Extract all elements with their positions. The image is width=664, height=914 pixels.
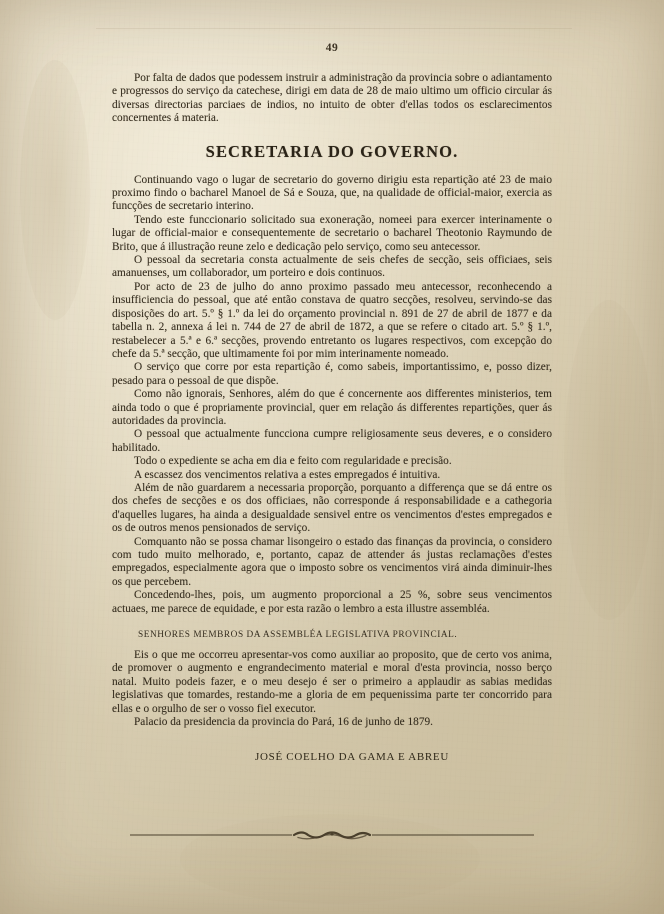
page-number: 49 <box>325 42 339 54</box>
paragraph: O serviço que corre por esta repartição é, como sabeis, importantissimo, e, posso dizer, pesado para o pessoal de que dispõe. <box>112 361 552 387</box>
paragraph: Tendo este funccionario solicitado sua exoneração, nomeei para exercer interinamente o lugar de official-maior e consequentemente de secretario o bacharel Theotonio Raymundo de Brito, que á illustração reune zelo e dedicação pelo serviço, como seu antecessor. <box>112 213 552 253</box>
place-and-date: Palacio da presidencia da provincia do Pará, 16 de junho de 1879. <box>134 716 434 729</box>
paragraph: Todo o expediente se acha em dia e feito com regularidade e precisão. <box>134 455 452 468</box>
section-heading: SECRETARIA DO GOVERNO. <box>205 141 459 161</box>
paragraph: Além de não guardarem a necessaria proporção, porquanto a differença que se dá entre os dos chefes de secções e os dos officiaes, não corresponde á responsabilidade e a cathegoria d'aquelles lugares, ha ainda a desigualdade sensivel entre os vencimentos d'estes empregados e os de outros menos pensionados de serviço. <box>112 481 552 535</box>
paragraph: O pessoal da secretaria consta actualmente de seis chefes de secção, seis officiaes, seis amanuenses, um collaborador, um porteiro e dois continuos. <box>112 254 552 280</box>
decorative-rule <box>112 828 552 842</box>
paper-stain-left <box>20 60 90 320</box>
page-text-block <box>112 42 552 763</box>
paragraph: Por falta de dados que podessem instruir a administração da provincia sobre o adiantamento e progressos do serviço da catechese, dirigi em data de 28 de maio ultimo um officio circular ás diversas directorias parciaes de indios, no intuito de obter d'ellas todos os esclarecimentos concernentes á materia. <box>112 72 552 125</box>
paragraph: Comquanto não se possa chamar lisongeiro o estado das finanças da provincia, o considero com tudo muito melhorado, e, portanto, capaz de attender ás justas reclamações d'estes empregados, especialmente agora que o imposto sobre os vencimentos virá ainda diminuir-lhes os que percebem. <box>112 535 552 588</box>
paragraph: Continuando vago o lugar de secretario do governo dirigiu esta repartição até 23 de maio proximo findo o bacharel Manoel de Sá e Souza, que, na qualidade de official-maior, exercia as funcções de secretario interino. <box>112 173 552 213</box>
paragraph: A escassez dos vencimentos relativa a estes empregados é intuitiva. <box>134 468 441 481</box>
paragraph: Por acto de 23 de julho do anno proximo passado meu antecessor, reconhecendo a insufficiencia do pessoal, que até então constava de quatro secções, resolveu, servindo-se das disposições do art. 5.º § 1.º da lei do orçamento provincial n. 891 de 27 de abril de 1877 e da tabella n. 2, annexa á lei n. 744 de 27 de abril de 1872, a que se refere o citado art. 5.º § 1.º, restabelecer a 5.ª e 6.ª secções, provendo entretanto os lugares respectivos, com excepção do chefe da 5.ª secção, que ultimamente foi por mim interinamente nomeado. <box>112 280 552 360</box>
paragraph: O pessoal que actualmente funcciona cumpre religiosamente seus deveres, e o considero habilitado. <box>112 428 552 454</box>
paragraph: Como não ignorais, Senhores, além do que é concernente aos differentes ministerios, tem ainda todo o que é propriamente provincial, quer em relação ás differentes repartições, quer ás autoridades da provincia. <box>112 388 552 427</box>
top-margin-rule <box>96 28 572 29</box>
paper-stain-right <box>564 300 654 620</box>
paragraph: Concedendo-lhes, pois, um augmento proporcional a 25 %, sobre seus vencimentos actuaes, me parece de equidade, e por esta razão o lembro a esta illustre assembléa. <box>112 589 552 615</box>
addressee-line: SENHORES MEMBROS DA ASSEMBLÉA LEGISLATIVA PROVINCIAL. <box>138 630 458 641</box>
paragraph: Eis o que me occorreu apresentar-vos como auxiliar ao proposito, que de certo vos anima, de promover o augmento e engrandecimento material e moral d'esta provincia, nosso berço natal. Muito podeis fazer, e o meu desejo é ser o primeiro a applaudir as sabias medidas legislativas que tomardes, restando-me a gloria de em pequenissima parte ter concorrido para ellas e o orgulho de ser o vosso fiel executor. <box>112 649 552 715</box>
signature-line: JOSÉ COELHO DA GAMA E ABREU <box>255 751 449 764</box>
